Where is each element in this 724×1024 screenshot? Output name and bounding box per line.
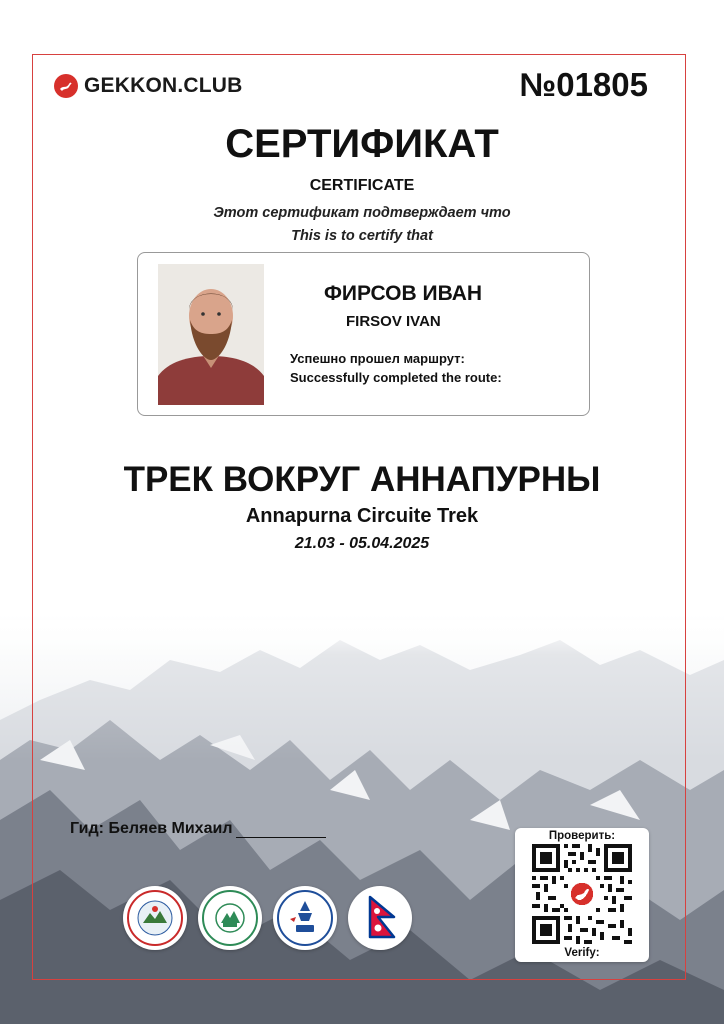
ntb-seal-icon (273, 886, 337, 950)
verify-qr-panel[interactable] (515, 828, 649, 962)
signature-line (236, 822, 326, 838)
brand-name: GEKKON.CLUB (84, 74, 243, 97)
verify-label-en: Verify: (564, 947, 600, 959)
guide-signature (70, 820, 326, 838)
recipient-name-en: FIRSOV IVAN (346, 313, 441, 330)
recipient-name-ru: ФИРСОВ ИВАН (324, 282, 483, 305)
certify-text-ru: Этот сертификат подтверждает что (213, 205, 511, 221)
certificate-number: №01805 (519, 66, 648, 103)
certify-text-en: This is to certify that (291, 228, 433, 244)
trek-name-ru: ТРЕК ВОКРУГ АННАПУРНЫ (123, 460, 601, 499)
qr-code-icon[interactable] (531, 844, 633, 944)
guide-label: Гид: Беляев Михаил (70, 820, 233, 837)
recipient-card (137, 252, 590, 416)
ministry-of-tourism-seal-icon (123, 886, 187, 950)
title-en: CERTIFICATE (309, 177, 415, 194)
trek-name-en: Annapurna Circuite Trek (245, 505, 479, 527)
taan-seal-icon (198, 886, 262, 950)
verify-label-ru: Проверить: (548, 830, 616, 842)
route-label-ru: Успешно прошел маршрут: (290, 351, 465, 366)
title-ru: СЕРТИФИКАТ (225, 122, 499, 166)
nepal-flag-icon (348, 886, 412, 950)
recipient-photo (158, 264, 264, 405)
trek-dates: 21.03 - 05.04.2025 (294, 535, 430, 552)
brand (54, 74, 243, 98)
route-label-en: Successfully completed the route: (290, 370, 502, 385)
gecko-logo-icon (54, 74, 78, 98)
